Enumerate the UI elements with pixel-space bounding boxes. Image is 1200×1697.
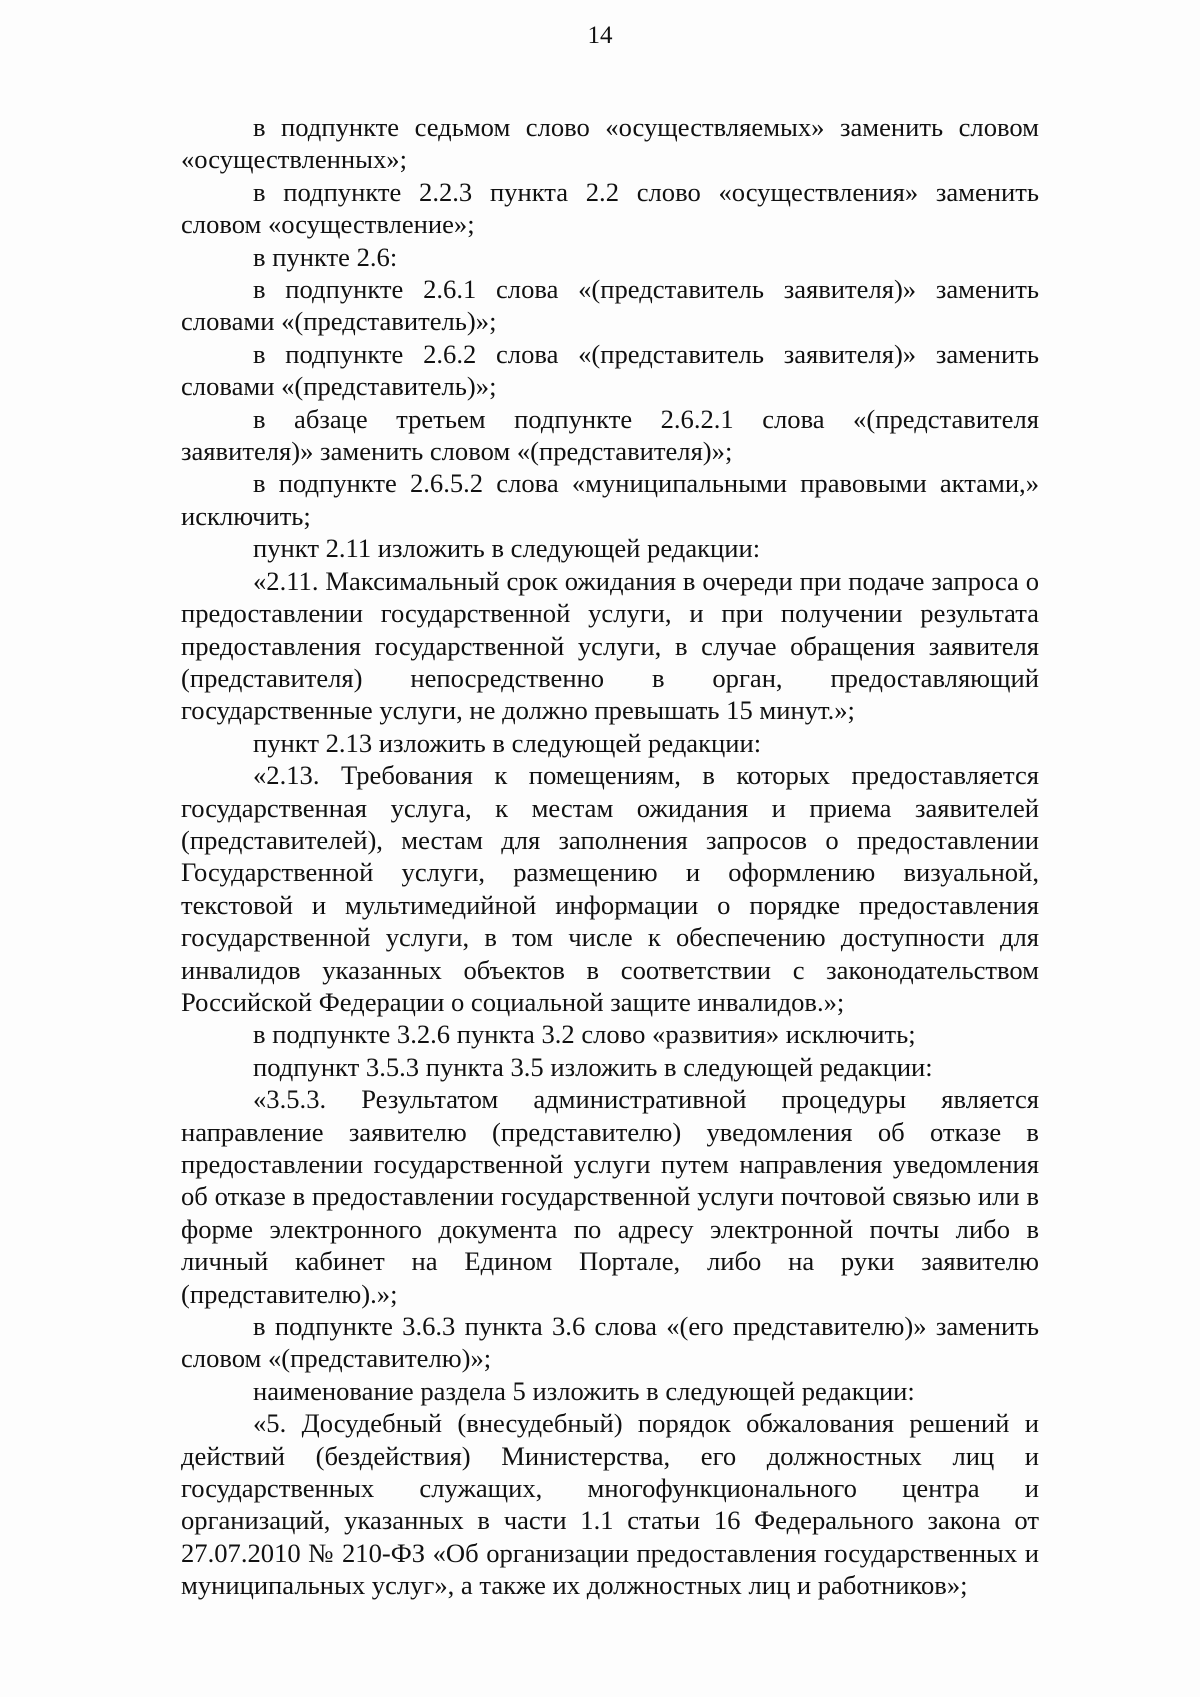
paragraph: в подпункте 2.6.1 слова «(представитель заявителя)» заменить словами «(представитель)»; (181, 274, 1039, 337)
paragraph: в подпункте 3.2.6 пункта 3.2 слово «развития» исключить; (253, 1019, 916, 1050)
paragraph: пункт 2.11 изложить в следующей редакции: (253, 533, 761, 564)
paragraph: в подпункте 2.6.5.2 слова «муниципальными правовыми актами,» исключить; (181, 468, 1039, 531)
paragraph: подпункт 3.5.3 пункта 3.5 изложить в следующей редакции: (253, 1051, 933, 1082)
paragraph: в подпункте 2.2.3 пункта 2.2 слово «осуществления» заменить словом «осуществление»; (181, 176, 1039, 240)
paragraph: «3.5.3. Результатом административной процедуры является направление заявителю (представителю) уведомления об отказе в предоставлении государственной услуги путем направления уведомления об отказе в предоставлении государственной услуги почтовой связью или в форме электронного документа по адресу электронной почты либо в личный кабинет на Едином Портале, либо на руки заявителю (представителю).»; (181, 1084, 1039, 1309)
document-body (181, 111, 1039, 1602)
paragraph: «2.13. Требования к помещениям, в которых предоставляется государственная услуга, к местам ожидания и приема заявителей (представителей), местам для заполнения запросов о предоставлении Государственной услуги, размещению и оформлению визуальной, текстовой и мультимедийной информации о порядке предоставления государственной услуги, в том числе к обеспечению доступности для инвалидов указанных объектов в соответствии с законодательством Российской Федерации о социальной защите инвалидов.»; (181, 760, 1039, 1017)
paragraph: в подпункте 3.6.3 пункта 3.6 слова «(его представителю)» заменить словом «(представителю)»; (181, 1311, 1039, 1374)
paragraph: наименование раздела 5 изложить в следующей редакции: (253, 1375, 915, 1406)
paragraph: «2.11. Максимальный срок ожидания в очереди при подаче запроса о предоставлении государственной услуги, и при получении результата предоставления государственной услуги, в случае обращения заявителя (представителя) непосредственно в орган, предоставляющий государственные услуги, не должно превышать 15 минут.»; (181, 565, 1039, 726)
paragraph: в пункте 2.6: (253, 241, 398, 272)
paragraph: «5. Досудебный (внесудебный) порядок обжалования решений и действий (бездействия) Министерства, его должностных лиц и государственных служащих, многофункционального центра и организаций, указанных в части 1.1 статьи 16 Федерального закона от 27.07.2010 № 210-ФЗ «Об организации предоставления государственных и муниципальных услуг», а также их должностных лиц и работников»; (181, 1408, 1039, 1601)
page-number: 14 (587, 22, 613, 49)
paragraph: в абзаце третьем подпункте 2.6.2.1 слова «(представителя заявителя)» заменить словом «(представителя)»; (181, 403, 1039, 467)
paragraph: в подпункте 2.6.2 слова «(представитель заявителя)» заменить словами «(представитель)»; (181, 338, 1039, 402)
paragraph: пункт 2.13 изложить в следующей редакции: (253, 727, 762, 758)
paragraph: в подпункте седьмом слово «осуществляемых» заменить словом «осуществленных»; (181, 112, 1039, 175)
